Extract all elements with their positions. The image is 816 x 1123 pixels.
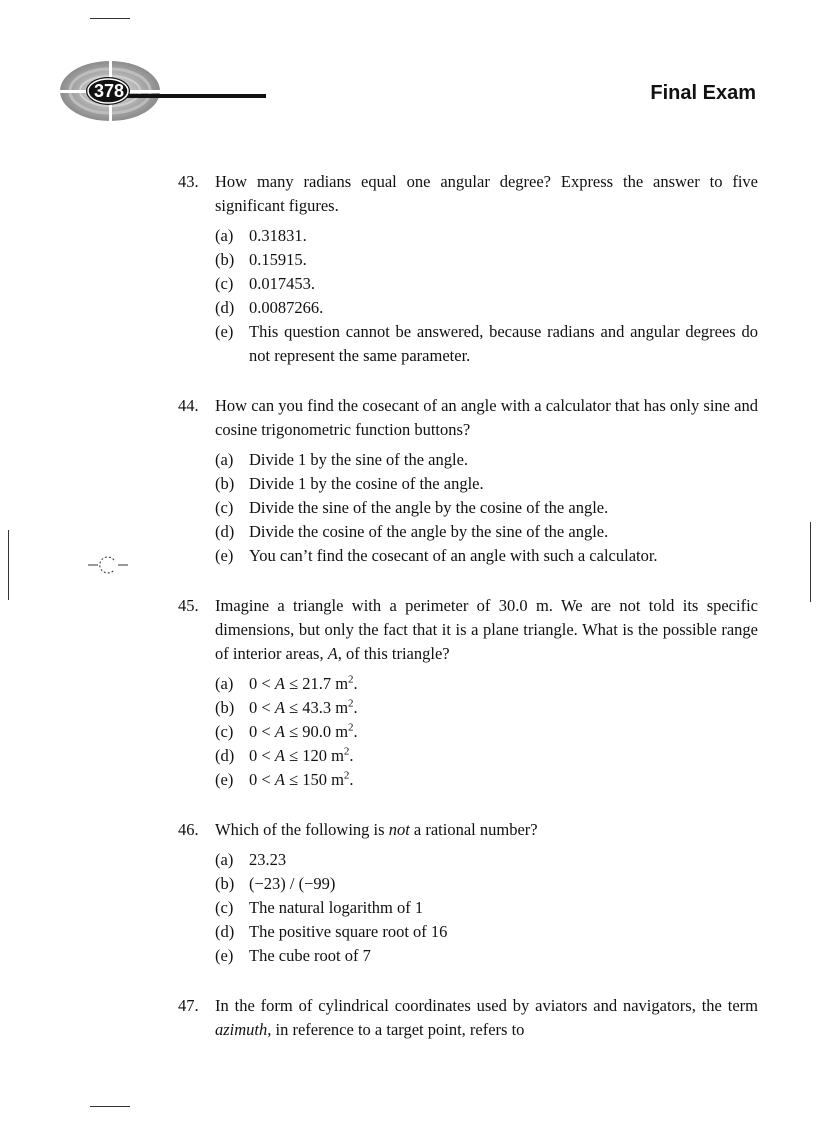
question-stem: Which of the following is not a rational number? [215,820,538,839]
option-b: (b) 0 < A ≤ 43.3 $m^2$. [215,697,358,717]
option-d: (d) The positive square root of 16 [215,922,448,941]
question-number: 45. [178,596,199,615]
option-d: (d) 0.0087266. [215,298,324,317]
crop-mark-bottom [90,1106,130,1107]
question-stem: In the form of cylindrical coordinates used by aviators and navigators, the term azimuth, in reference to a target point, refers to [215,996,758,1039]
crop-mark-right [810,522,811,602]
question-43 [178,170,758,368]
option-c: (c) The natural logarithm of 1 [215,898,424,917]
option-e: (e) 0 < A ≤ 150 $m^2$. [215,769,354,789]
option-list [215,224,758,368]
option-list [215,848,758,968]
question-number: 43. [178,172,199,191]
crop-mark-top [90,18,130,19]
option-b: (b) (−23) / (−99) [215,874,336,893]
option-c: (c) 0 < A ≤ 90.0 $m^2$. [215,721,358,741]
emphasis: not [388,820,410,839]
registration-mark-icon [88,552,128,578]
option-b: (b) 0.15915. [215,250,307,269]
crop-mark-left [8,530,9,600]
question-number: 44. [178,396,199,415]
question-list [178,170,758,1068]
option-a: (a) 23.23 [215,850,287,869]
question-44 [178,394,758,568]
emphasis: azimuth [215,1020,268,1039]
question-stem: How many radians equal one angular degree? Express the answer to five significant figures. [215,172,758,215]
option-list [215,448,758,568]
option-e: (e) You can’t find the cosecant of an angle with such a calculator. [215,546,658,565]
option-list [215,672,758,792]
option-c: (c) 0.017453. [215,274,315,293]
option-e: (e) The cube root of 7 [215,946,371,965]
running-title: Final Exam [650,82,756,104]
variable-a: A [327,644,338,663]
page-number: 378 [93,80,125,101]
option-d: (d) Divide the cosine of the angle by the sine of the angle. [215,522,609,541]
question-number: 46. [178,820,199,839]
option-c: (c) Divide the sine of the angle by the cosine of the angle. [215,498,609,517]
option-d: (d) 0 < A ≤ 120 $m^2$. [215,745,354,765]
question-47 [178,994,758,1042]
question-stem: Imagine a triangle with a perimeter of 30.0 m. We are not told its specific dimensions, but only the fact that it is a plane triangle. What is the possible range of interior areas, A, of this triangle? [215,596,758,663]
question-stem: How can you find the cosecant of an angle with a calculator that has only sine and cosine trigonometric function buttons? [215,396,758,439]
option-b: (b) Divide 1 by the cosine of the angle. [215,474,484,493]
question-46 [178,818,758,968]
option-a: (a) 0 < A ≤ 21.7 $m^2$. [215,673,358,693]
option-a: (a) Divide 1 by the sine of the angle. [215,450,469,469]
question-45 [178,594,758,792]
question-number: 47. [178,996,199,1015]
option-a: (a) 0.31831. [215,226,307,245]
option-e: (e) This question cannot be answered, because radians and angular degrees do not represent the same parameter. [215,322,758,365]
